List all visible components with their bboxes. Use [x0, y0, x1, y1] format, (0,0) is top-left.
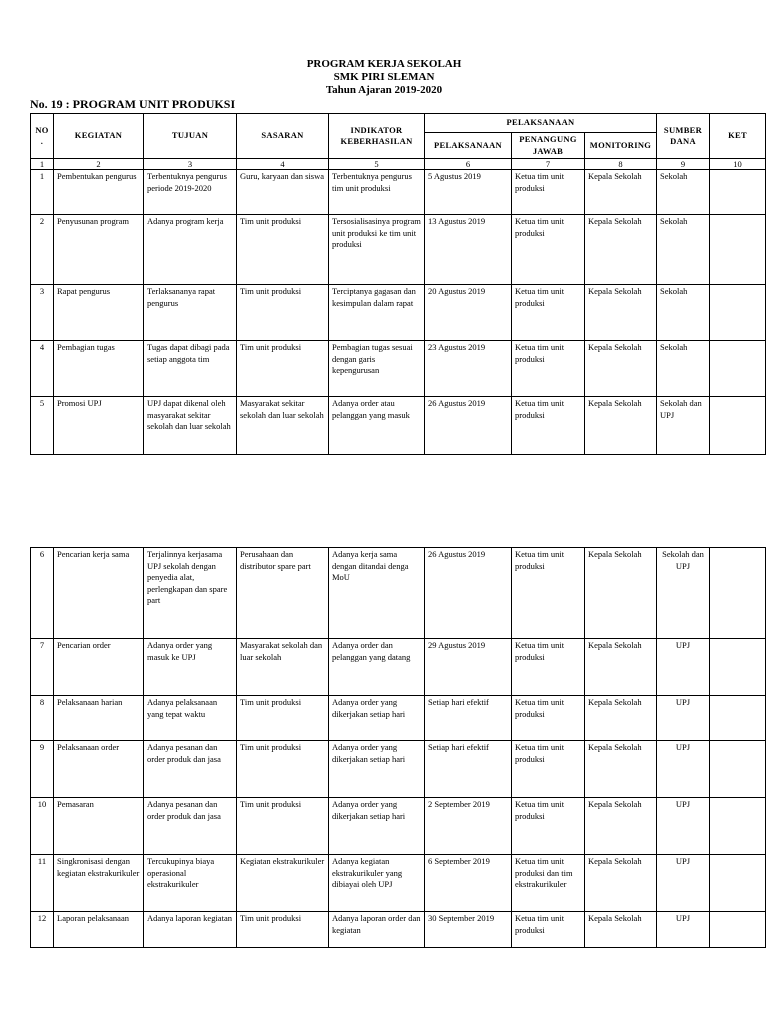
table-row — [31, 341, 766, 397]
cell-monitoring: Kepala Sekolah — [585, 696, 657, 741]
cell-pelaksanaan: 13 Agustus 2019 — [425, 215, 512, 285]
cell-tujuan: Adanya order yang masuk ke UPJ — [144, 639, 237, 696]
cell-kegiatan: Singkronisasi dengan kegiatan ekstrakurikuler — [54, 855, 144, 912]
header-title: PROGRAM KERJA SEKOLAH — [306, 58, 462, 70]
cell-ket — [710, 855, 766, 912]
cell-no: 8 — [31, 696, 54, 741]
cell-sumber-dana: Sekolah — [657, 341, 710, 397]
cell-ket — [710, 285, 766, 341]
cell-tujuan: Tercukupinya biaya operasional ekstrakurikuler — [144, 855, 237, 912]
cell-penanggung-jawab: Ketua tim unit produksi — [512, 696, 585, 741]
column-number: 4 — [237, 159, 329, 170]
cell-kegiatan: Pemasaran — [54, 798, 144, 855]
cell-indikator: Pembagian tugas sesuai dengan garis kepengurusan — [329, 341, 425, 397]
cell-monitoring: Kepala Sekolah — [585, 170, 657, 215]
column-number: 10 — [710, 159, 766, 170]
cell-ket — [710, 639, 766, 696]
cell-penanggung-jawab: Ketua tim unit produksi — [512, 397, 585, 455]
col-header-sasaran: SASARAN — [237, 114, 329, 159]
col-header-pelaksanaan: PELAKSANAAN — [425, 133, 512, 159]
cell-monitoring: Kepala Sekolah — [585, 548, 657, 639]
col-header-sumber-dana: SUMBER DANA — [657, 114, 710, 159]
table-row — [31, 397, 766, 455]
cell-kegiatan: Rapat pengurus — [54, 285, 144, 341]
cell-ket — [710, 548, 766, 639]
cell-no: 4 — [31, 341, 54, 397]
cell-sasaran: Tim unit produksi — [237, 798, 329, 855]
table-row — [31, 285, 766, 341]
cell-tujuan: UPJ dapat dikenal oleh masyarakat sekitar sekolah dan luar sekolah — [144, 397, 237, 455]
cell-tujuan: Tugas dapat dibagi pada setiap anggota tim — [144, 341, 237, 397]
col-header-indikator: INDIKATOR KEBERHASILAN — [329, 114, 425, 159]
cell-kegiatan: Pelaksanaan order — [54, 741, 144, 798]
cell-penanggung-jawab: Ketua tim unit produksi — [512, 798, 585, 855]
cell-no: 1 — [31, 170, 54, 215]
cell-sasaran: Tim unit produksi — [237, 912, 329, 948]
cell-monitoring: Kepala Sekolah — [585, 912, 657, 948]
cell-indikator: Adanya order yang dikerjakan setiap hari — [329, 741, 425, 798]
cell-indikator: Adanya kerja sama dengan ditandai denga MoU — [329, 548, 425, 639]
cell-sumber-dana: Sekolah — [657, 215, 710, 285]
cell-ket — [710, 397, 766, 455]
cell-no: 5 — [31, 397, 54, 455]
cell-sasaran: Tim unit produksi — [237, 285, 329, 341]
program-table-page-2 — [30, 547, 766, 948]
cell-kegiatan: Pelaksanaan harian — [54, 696, 144, 741]
cell-kegiatan: Pencarian kerja sama — [54, 548, 144, 639]
cell-monitoring: Kepala Sekolah — [585, 285, 657, 341]
cell-indikator: Adanya order atau pelanggan yang masuk — [329, 397, 425, 455]
cell-pelaksanaan: 23 Agustus 2019 — [425, 341, 512, 397]
cell-sumber-dana: UPJ — [657, 639, 710, 696]
cell-monitoring: Kepala Sekolah — [585, 855, 657, 912]
column-number: 3 — [144, 159, 237, 170]
cell-sumber-dana: UPJ — [657, 798, 710, 855]
table-row — [31, 912, 766, 948]
cell-sasaran: Tim unit produksi — [237, 696, 329, 741]
cell-penanggung-jawab: Ketua tim unit produksi — [512, 215, 585, 285]
cell-sasaran: Tim unit produksi — [237, 215, 329, 285]
table-row — [31, 548, 766, 639]
program-table-page-1 — [30, 113, 766, 455]
cell-kegiatan: Laporan pelaksanaan — [54, 912, 144, 948]
cell-penanggung-jawab: Ketua tim unit produksi — [512, 170, 585, 215]
cell-penanggung-jawab: Ketua tim unit produksi — [512, 341, 585, 397]
document-header — [0, 58, 768, 97]
table-row — [31, 855, 766, 912]
cell-ket — [710, 912, 766, 948]
cell-kegiatan: Pembagian tugas — [54, 341, 144, 397]
cell-no: 2 — [31, 215, 54, 285]
col-header-kegiatan: KEGIATAN — [54, 114, 144, 159]
column-number: 9 — [657, 159, 710, 170]
table-row — [31, 215, 766, 285]
column-number: 8 — [585, 159, 657, 170]
cell-penanggung-jawab: Ketua tim unit produksi dan tim ekstrakurikuler — [512, 855, 585, 912]
cell-no: 11 — [31, 855, 54, 912]
cell-indikator: Adanya order dan pelanggan yang datang — [329, 639, 425, 696]
cell-penanggung-jawab: Ketua tim unit produksi — [512, 285, 585, 341]
cell-sasaran: Masyarakat sekolah dan luar sekolah — [237, 639, 329, 696]
cell-ket — [710, 741, 766, 798]
cell-tujuan: Adanya pesanan dan order produk dan jasa — [144, 741, 237, 798]
col-header-monitoring: MONITORING — [585, 133, 657, 159]
cell-pelaksanaan: 20 Agustus 2019 — [425, 285, 512, 341]
cell-no: 3 — [31, 285, 54, 341]
cell-monitoring: Kepala Sekolah — [585, 397, 657, 455]
cell-ket — [710, 696, 766, 741]
cell-penanggung-jawab: Ketua tim unit produksi — [512, 912, 585, 948]
cell-sasaran: Tim unit produksi — [237, 741, 329, 798]
col-header-no: NO . — [31, 114, 54, 159]
cell-indikator: Adanya kegiatan ekstrakurikuler yang dibiayai oleh UPJ — [329, 855, 425, 912]
cell-tujuan: Terjalinnya kerjasama UPJ sekolah dengan penyedia alat, perlengkapan dan spare part — [144, 548, 237, 639]
cell-penanggung-jawab: Ketua tim unit produksi — [512, 548, 585, 639]
cell-tujuan: Adanya laporan kegiatan — [144, 912, 237, 948]
column-number: 5 — [329, 159, 425, 170]
cell-sumber-dana: Sekolah — [657, 170, 710, 215]
cell-tujuan: Terbentuknya pengurus periode 2019-2020 — [144, 170, 237, 215]
cell-monitoring: Kepala Sekolah — [585, 215, 657, 285]
column-number: 2 — [54, 159, 144, 170]
cell-sasaran: Guru, karyaan dan siswa — [237, 170, 329, 215]
cell-no: 10 — [31, 798, 54, 855]
table-row — [31, 170, 766, 215]
cell-indikator: Adanya order yang dikerjakan setiap hari — [329, 696, 425, 741]
cell-tujuan: Adanya program kerja — [144, 215, 237, 285]
cell-indikator: Adanya order yang dikerjakan setiap hari — [329, 798, 425, 855]
cell-pelaksanaan: 30 September 2019 — [425, 912, 512, 948]
cell-sumber-dana: UPJ — [657, 696, 710, 741]
table-row — [31, 696, 766, 741]
cell-sasaran: Masyarakat sekitar sekolah dan luar sekolah — [237, 397, 329, 455]
cell-ket — [710, 215, 766, 285]
column-number: 1 — [31, 159, 54, 170]
cell-ket — [710, 341, 766, 397]
cell-pelaksanaan: 2 September 2019 — [425, 798, 512, 855]
header-school: SMK PIRI SLEMAN — [333, 71, 435, 83]
col-header-penanggung-jawab: PENANGUNG JAWAB — [512, 133, 585, 159]
cell-monitoring: Kepala Sekolah — [585, 341, 657, 397]
cell-pelaksanaan: 6 September 2019 — [425, 855, 512, 912]
column-number-row — [31, 159, 766, 170]
cell-penanggung-jawab: Ketua tim unit produksi — [512, 639, 585, 696]
cell-pelaksanaan: 5 Agustus 2019 — [425, 170, 512, 215]
cell-sasaran: Kegiatan ekstrakurikuler — [237, 855, 329, 912]
cell-tujuan: Adanya pesanan dan order produk dan jasa — [144, 798, 237, 855]
cell-pelaksanaan: 26 Agustus 2019 — [425, 548, 512, 639]
table-row — [31, 798, 766, 855]
cell-monitoring: Kepala Sekolah — [585, 741, 657, 798]
cell-no: 6 — [31, 548, 54, 639]
cell-no: 9 — [31, 741, 54, 798]
cell-kegiatan: Pembentukan pengurus — [54, 170, 144, 215]
cell-monitoring: Kepala Sekolah — [585, 798, 657, 855]
cell-pelaksanaan: Setiap hari efektif — [425, 741, 512, 798]
column-number: 7 — [512, 159, 585, 170]
col-header-pelaksanaan-group: PELAKSANAAN — [425, 114, 657, 133]
cell-sasaran: Tim unit produksi — [237, 341, 329, 397]
cell-indikator: Tersosialisasinya program unit produksi ke tim unit produksi — [329, 215, 425, 285]
cell-pelaksanaan: Setiap hari efektif — [425, 696, 512, 741]
header-year: Tahun Ajaran 2019-2020 — [325, 84, 443, 96]
col-header-tujuan: TUJUAN — [144, 114, 237, 159]
col-header-ket: KET — [710, 114, 766, 159]
cell-ket — [710, 170, 766, 215]
cell-pelaksanaan: 29 Agustus 2019 — [425, 639, 512, 696]
cell-sumber-dana: Sekolah dan UPJ — [657, 397, 710, 455]
cell-tujuan: Adanya pelaksanaan yang tepat waktu — [144, 696, 237, 741]
cell-pelaksanaan: 26 Agustus 2019 — [425, 397, 512, 455]
cell-ket — [710, 798, 766, 855]
cell-no: 7 — [31, 639, 54, 696]
cell-sumber-dana: Sekolah dan UPJ — [657, 548, 710, 639]
cell-indikator: Adanya laporan order dan kegiatan — [329, 912, 425, 948]
cell-sumber-dana: UPJ — [657, 912, 710, 948]
cell-no: 12 — [31, 912, 54, 948]
cell-kegiatan: Penyusunan program — [54, 215, 144, 285]
cell-kegiatan: Pencarian order — [54, 639, 144, 696]
cell-tujuan: Terlaksananya rapat pengurus — [144, 285, 237, 341]
table-row — [31, 639, 766, 696]
cell-kegiatan: Promosi UPJ — [54, 397, 144, 455]
cell-indikator: Terbentuknya pengurus tim unit produksi — [329, 170, 425, 215]
cell-sumber-dana: UPJ — [657, 855, 710, 912]
cell-indikator: Terciptanya gagasan dan kesimpulan dalam rapat — [329, 285, 425, 341]
table-row — [31, 741, 766, 798]
cell-sumber-dana: Sekolah — [657, 285, 710, 341]
cell-sasaran: Perusahaan dan distributor spare part — [237, 548, 329, 639]
section-title: No. 19 : PROGRAM UNIT PRODUKSI — [30, 97, 236, 111]
column-number: 6 — [425, 159, 512, 170]
cell-monitoring: Kepala Sekolah — [585, 639, 657, 696]
cell-sumber-dana: UPJ — [657, 741, 710, 798]
cell-penanggung-jawab: Ketua tim unit produksi — [512, 741, 585, 798]
